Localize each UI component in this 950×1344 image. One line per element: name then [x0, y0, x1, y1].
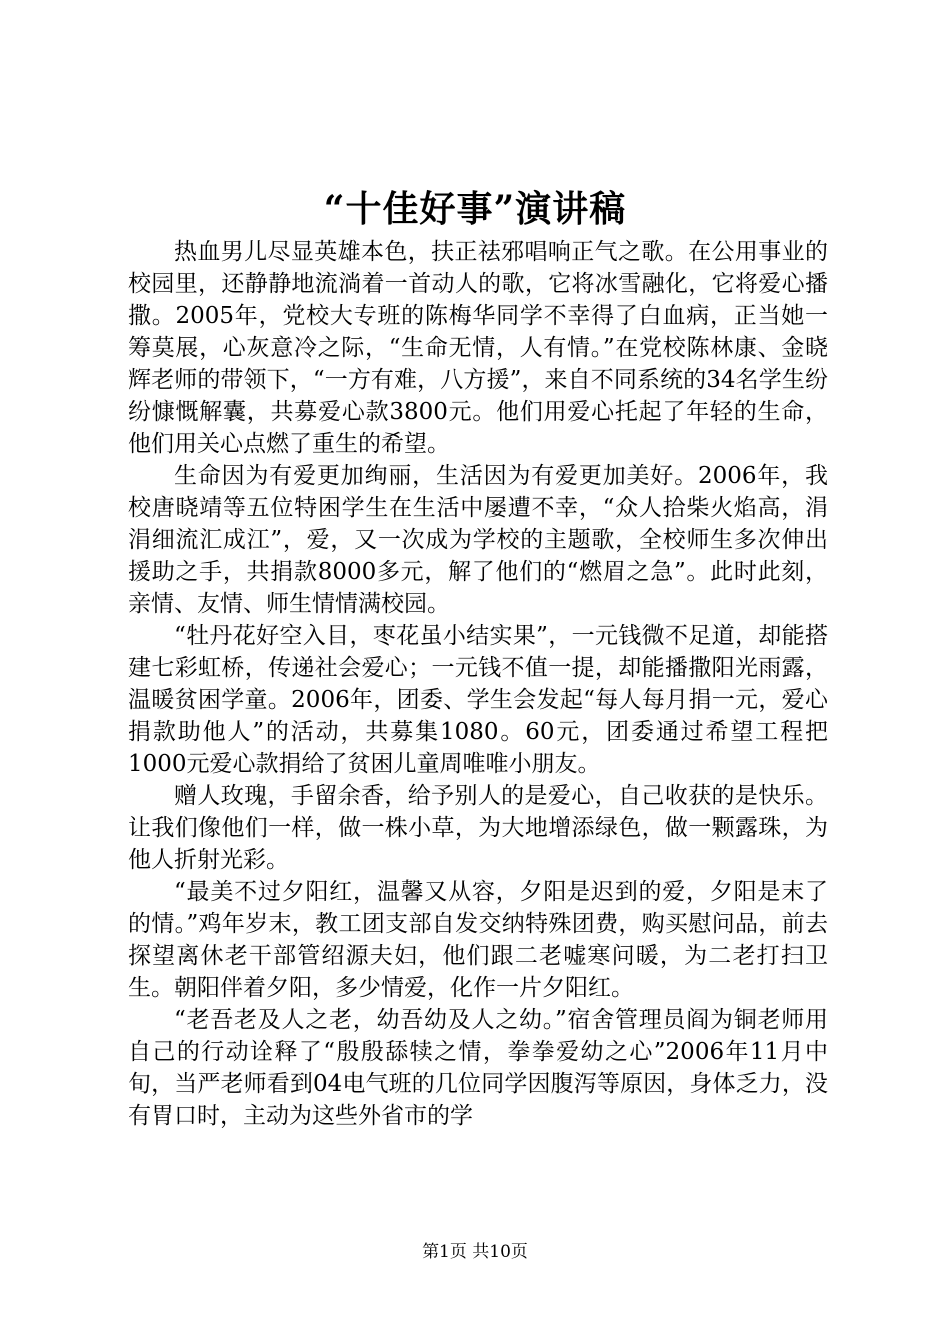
paragraph-2: 生命因为有爱更加绚丽，生活因为有爱更加美好。2006年，我校唐晓靖等五位特困学生在生活中屡遭不幸，“众人拾柴火焰高，涓涓细流汇成江”，爱，又一次成为学校的主题歌，全校师生多次伸出援助之手，共捐款8000多元，解了他们的“燃眉之急”。此时此刻，亲情、友情、师生情情满校园。 [128, 463, 828, 617]
paragraph-1: 热血男儿尽显英雄本色，扶正祛邪唱响正气之歌。在公用事业的校园里，还静静地流淌着一首动人的歌，它将冰雪融化，它将爱心播撒。2005年，党校大专班的陈梅华同学不幸得了白血病，正当她一筹莫展，心灰意冷之际，“生命无情，人有情。”在党校陈林康、金晓辉老师的带领下，“一方有难，八方援”，来自不同系统的34名学生纷纷慷慨解囊，共募爱心款3800元。他们用爱心托起了年轻的生命，他们用关心点燃了重生的希望。 [128, 239, 828, 457]
paragraph-4: 赠人玫瑰，手留余香，给予别人的是爱心，自己收获的是快乐。让我们像他们一样，做一株小草，为大地增添绿色，做一颗露珠，为他人折射光彩。 [128, 783, 828, 873]
paragraph-3: “牡丹花好空入目，枣花虽小结实果”，一元钱微不足道，却能搭建七彩虹桥，传递社会爱心；一元钱不值一提，却能播撒阳光雨露，温暖贫困学童。2006年，团委、学生会发起“每人每月捐一元，爱心捐款助他人”的活动，共募集1080。60元，团委通过希望工程把1000元爱心款捐给了贫困儿童周唯唯小朋友。 [128, 623, 828, 777]
paragraph-5: “最美不过夕阳红，温馨又从容，夕阳是迟到的爱，夕阳是末了的情。”鸡年岁末，教工团支部自发交纳特殊团费，购买慰问品，前去探望离休老干部管绍源夫妇，他们跟二老嘘寒问暖，为二老打扫卫生。朝阳伴着夕阳，多少情爱，化作一片夕阳红。 [128, 879, 828, 1001]
document-title: “十佳好事”演讲稿 [323, 188, 627, 230]
document-body [128, 236, 828, 1132]
page-footer: 第1页 共10页 [422, 1242, 528, 1262]
paragraph-6: “老吾老及人之老，幼吾幼及人之幼。”宿舍管理员阎为铜老师用自己的行动诠释了“殷殷舔犊之情，拳拳爱幼之心”2006年11月中旬，当严老师看到04电气班的几位同学因腹泻等原因，身体乏力，没有胃口时，主动为这些外省市的学 [128, 1007, 828, 1129]
